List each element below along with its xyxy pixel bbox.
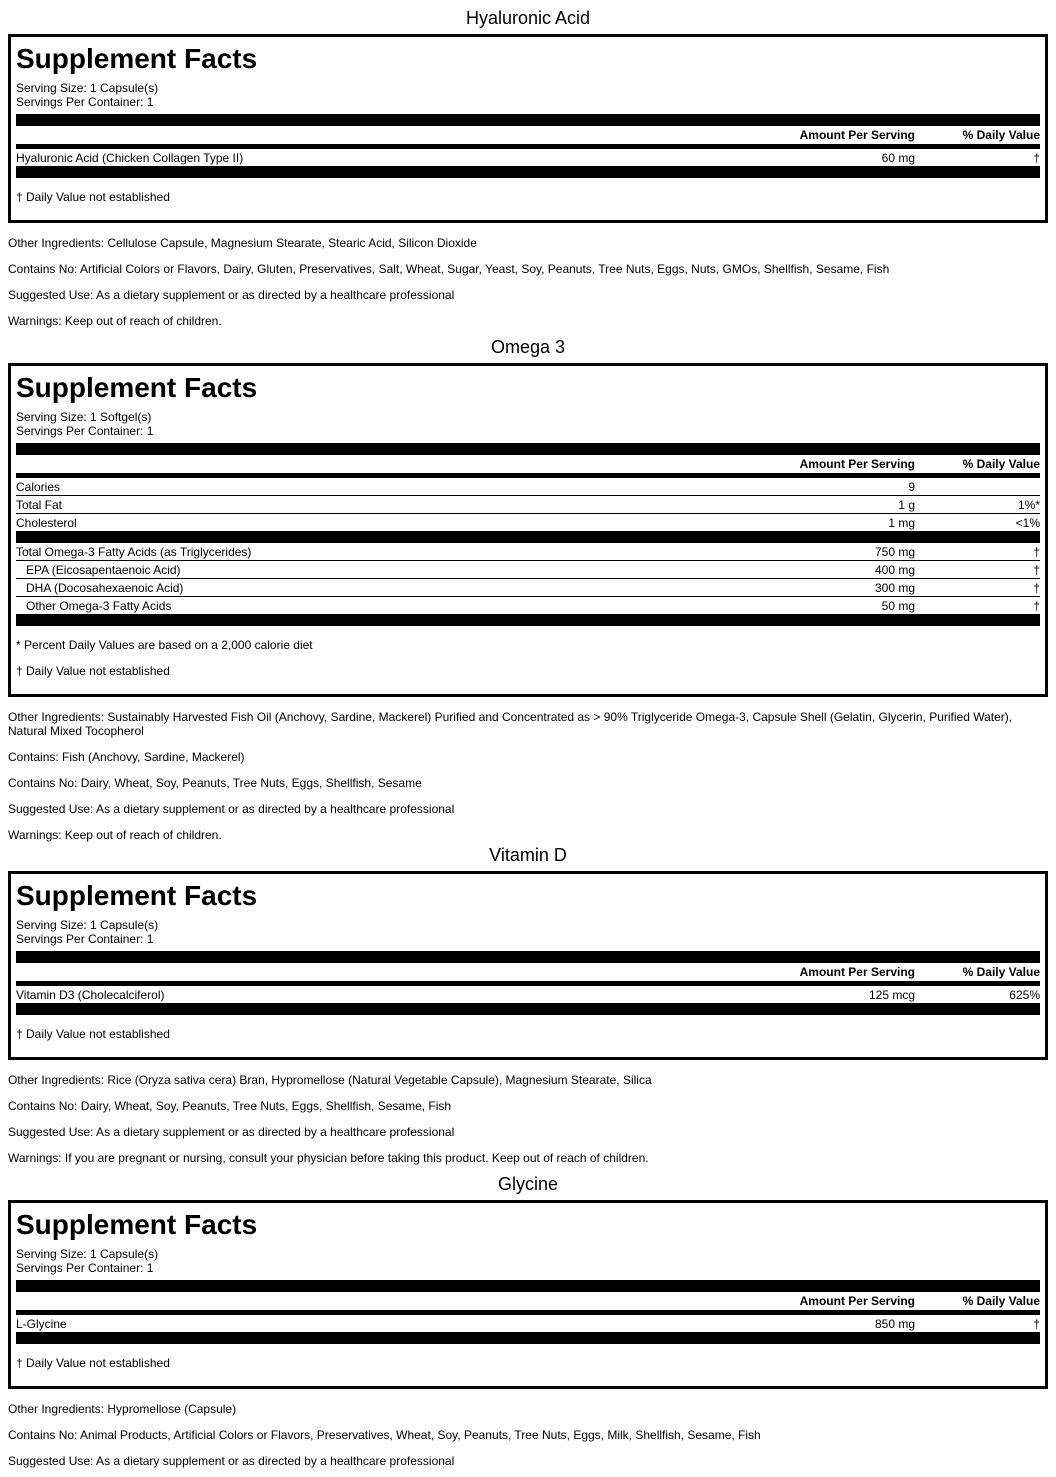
nutrient-amount: 1 mg xyxy=(888,515,915,530)
facts-heading: Supplement Facts xyxy=(16,43,258,74)
nutrient-amount: 300 mg xyxy=(874,580,915,595)
amount-header: Amount Per Serving xyxy=(799,457,915,471)
nutrient-daily-value: † xyxy=(1033,544,1040,559)
servings-per-container: Servings Per Container: 1 xyxy=(16,424,154,438)
footnote: † Daily Value not established xyxy=(16,1356,170,1370)
supplement-facts-panel xyxy=(8,1200,1048,1389)
facts-heading: Supplement Facts xyxy=(16,372,258,403)
table-header xyxy=(16,126,1040,144)
amount-header: Amount Per Serving xyxy=(799,965,915,979)
nutrient-amount: 50 mg xyxy=(881,598,915,613)
table-header xyxy=(16,455,1040,473)
nutrient-daily-value: † xyxy=(1033,580,1040,595)
thick-divider xyxy=(16,166,1040,178)
thick-divider xyxy=(16,614,1040,626)
nutrient-name: Cholesterol xyxy=(16,515,77,530)
amount-header: Amount Per Serving xyxy=(799,1294,915,1308)
supplement-facts-panel xyxy=(8,34,1048,223)
nutrient-name: DHA (Docosahexaenoic Acid) xyxy=(26,580,184,595)
thick-divider xyxy=(16,1003,1040,1015)
thick-divider xyxy=(16,531,1040,543)
nutrient-amount: 850 mg xyxy=(874,1316,915,1331)
thick-divider xyxy=(16,1332,1040,1344)
nutrient-amount: 9 xyxy=(908,479,915,494)
nutrient-row xyxy=(16,561,1040,579)
thick-divider xyxy=(16,951,1040,963)
nutrient-row xyxy=(16,149,1040,166)
suggested-use: Suggested Use: As a dietary supplement or as directed by a healthcare professional xyxy=(8,288,455,302)
other-ingredients: Other Ingredients: Cellulose Capsule, Magnesium Stearate, Stearic Acid, Silicon Dioxide xyxy=(8,236,477,250)
nutrient-name: Calories xyxy=(16,479,61,494)
section-title: Omega 3 xyxy=(490,337,566,357)
daily-value-header: % Daily Value xyxy=(962,1294,1040,1308)
warnings: Warnings: Keep out of reach of children. xyxy=(8,828,222,842)
warnings: Warnings: Keep out of reach of children. xyxy=(8,314,222,328)
amount-header: Amount Per Serving xyxy=(799,128,915,142)
table-header xyxy=(16,963,1040,981)
servings-per-container: Servings Per Container: 1 xyxy=(16,1261,154,1275)
section-omega-3 xyxy=(0,336,1056,842)
thick-divider xyxy=(16,443,1040,455)
nutrient-amount: 750 mg xyxy=(874,544,915,559)
nutrient-name: Total Fat xyxy=(16,497,63,512)
facts-heading: Supplement Facts xyxy=(16,880,258,911)
nutrient-name: Other Omega-3 Fatty Acids xyxy=(26,598,172,613)
nutrient-amount: 60 mg xyxy=(881,150,915,165)
nutrient-row xyxy=(16,597,1040,614)
serving-size: Serving Size: 1 Softgel(s) xyxy=(16,410,152,424)
nutrient-daily-value: † xyxy=(1033,1316,1040,1331)
other-ingredients: Other Ingredients: Hypromellose (Capsule) xyxy=(8,1402,237,1416)
nutrient-row xyxy=(16,496,1040,514)
serving-size: Serving Size: 1 Capsule(s) xyxy=(16,81,159,95)
nutrient-row xyxy=(16,579,1040,597)
supplement-facts-panel xyxy=(8,363,1048,697)
section-hyaluronic-acid xyxy=(0,7,1056,328)
nutrient-name: EPA (Eicosapentaenoic Acid) xyxy=(26,562,181,577)
nutrient-daily-value: † xyxy=(1033,562,1040,577)
suggested-use: Suggested Use: As a dietary supplement or as directed by a healthcare professional xyxy=(8,802,455,816)
serving-size: Serving Size: 1 Capsule(s) xyxy=(16,1247,159,1261)
other-ingredients: Other Ingredients: Rice (Oryza sativa cera) Bran, Hypromellose (Natural Vegetable Capsule), Magnesium Stearate, Silica xyxy=(8,1073,652,1087)
nutrient-daily-value: 625% xyxy=(1009,987,1040,1002)
section-vitamin-d xyxy=(0,844,1056,1165)
footnote: † Daily Value not established xyxy=(16,190,170,204)
footnote: † Daily Value not established xyxy=(16,1027,170,1041)
nutrient-name: L-Glycine xyxy=(16,1316,67,1331)
section-title: Glycine xyxy=(497,1174,559,1194)
daily-value-header: % Daily Value xyxy=(962,457,1040,471)
nutrient-row xyxy=(16,1315,1040,1332)
nutrient-amount: 400 mg xyxy=(874,562,915,577)
serving-size: Serving Size: 1 Capsule(s) xyxy=(16,918,159,932)
nutrient-name: Total Omega-3 Fatty Acids (as Triglycerides) xyxy=(16,544,252,559)
nutrient-row xyxy=(16,514,1040,531)
contains-no: Contains No: Animal Products, Artificial Colors or Flavors, Preservatives, Wheat, Soy, Peanuts, Tree Nuts, Eggs, Milk, Shellfish, Sesame, Fish xyxy=(8,1428,761,1442)
thick-divider xyxy=(16,114,1040,126)
contains-no: Contains No: Artificial Colors or Flavors, Dairy, Gluten, Preservatives, Salt, Wheat, Sugar, Yeast, Soy, Peanuts, Tree Nuts, Eggs, Nuts, GMOs, Shellfish, Sesame, Fish xyxy=(8,262,890,276)
facts-heading: Supplement Facts xyxy=(16,1209,258,1240)
footnote: † Daily Value not established xyxy=(16,664,170,678)
servings-per-container: Servings Per Container: 1 xyxy=(16,932,154,946)
footnote: * Percent Daily Values are based on a 2,000 calorie diet xyxy=(16,638,313,652)
nutrient-row xyxy=(16,478,1040,496)
warnings: Warnings: If you are pregnant or nursing, consult your physician before taking this product. Keep out of reach of children. xyxy=(8,1151,649,1165)
nutrient-daily-value: 1%* xyxy=(1017,497,1040,512)
daily-value-header: % Daily Value xyxy=(962,965,1040,979)
nutrient-row xyxy=(16,986,1040,1003)
suggested-use: Suggested Use: As a dietary supplement or as directed by a healthcare professional xyxy=(8,1454,455,1468)
nutrient-amount: 1 g xyxy=(898,497,915,512)
supplement-facts-panel xyxy=(8,871,1048,1060)
contains-no: Contains No: Dairy, Wheat, Soy, Peanuts, Tree Nuts, Eggs, Shellfish, Sesame xyxy=(8,776,422,790)
contains-no: Contains No: Dairy, Wheat, Soy, Peanuts, Tree Nuts, Eggs, Shellfish, Sesame, Fish xyxy=(8,1099,452,1113)
nutrient-amount: 125 mcg xyxy=(868,987,915,1002)
nutrient-daily-value: † xyxy=(1033,150,1040,165)
servings-per-container: Servings Per Container: 1 xyxy=(16,95,154,109)
section-title: Hyaluronic Acid xyxy=(465,8,591,28)
suggested-use: Suggested Use: As a dietary supplement or as directed by a healthcare professional xyxy=(8,1125,455,1139)
thick-divider xyxy=(16,1280,1040,1292)
section-glycine xyxy=(0,1173,1056,1468)
other-ingredients: Other Ingredients: Sustainably Harvested Fish Oil (Anchovy, Sardine, Mackerel) Purified and Concentrated as > 90% Triglyceride Omega-3, Capsule Shell (Gelatin, Glycerin, Purified Water), Natural Mixed Tocopherol xyxy=(8,710,1013,738)
nutrient-row xyxy=(16,543,1040,561)
table-header xyxy=(16,1292,1040,1310)
nutrient-name: Hyaluronic Acid (Chicken Collagen Type II) xyxy=(16,150,244,165)
nutrient-name: Vitamin D3 (Cholecalciferol) xyxy=(16,987,165,1002)
nutrient-daily-value: <1% xyxy=(1015,515,1040,530)
daily-value-header: % Daily Value xyxy=(962,128,1040,142)
contains: Contains: Fish (Anchovy, Sardine, Mackerel) xyxy=(8,750,245,764)
section-title: Vitamin D xyxy=(489,845,567,865)
nutrient-daily-value: † xyxy=(1033,598,1040,613)
